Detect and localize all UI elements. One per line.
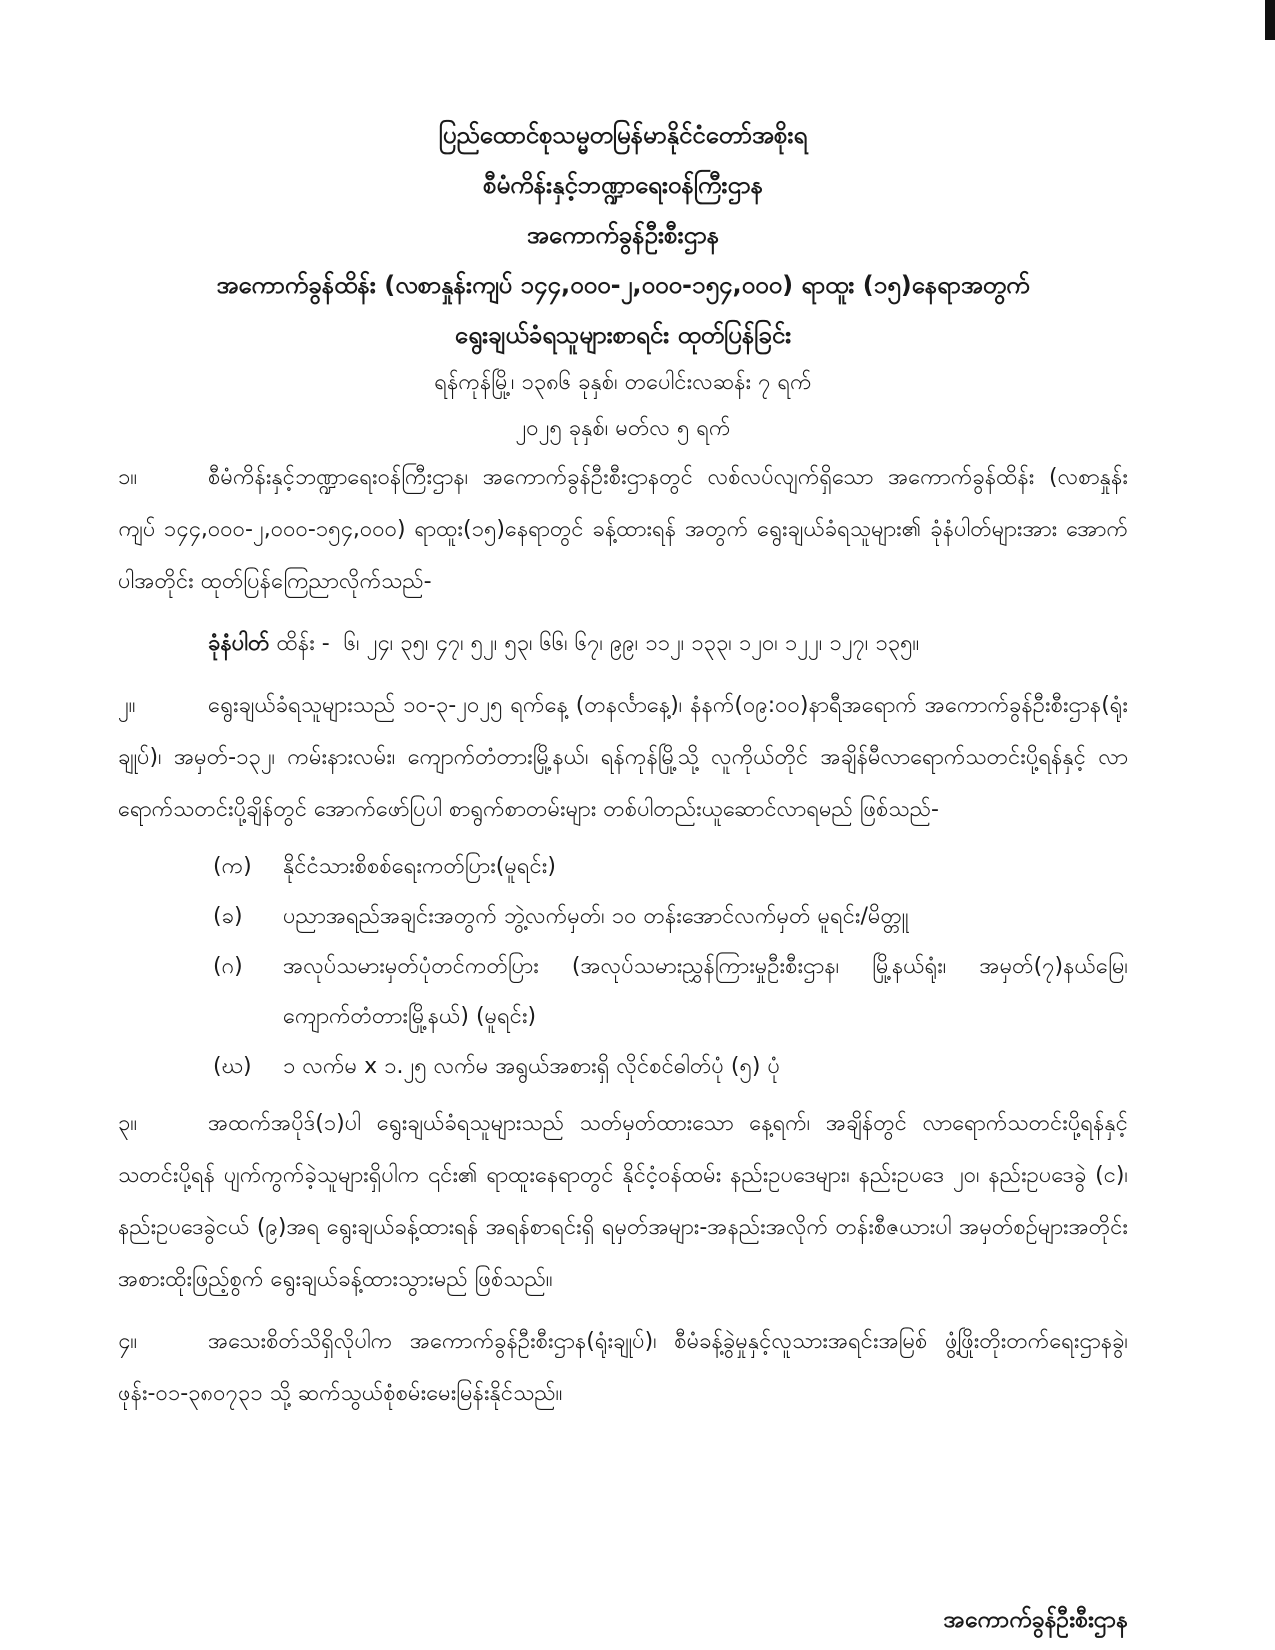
list-item-text: ပညာအရည်အချင်းအတွက် ဘွဲ့လက်မှတ်၊ ၁၀ တန်းအောင်လက်မှတ် မူရင်း/မိတ္တူ xyxy=(283,904,909,929)
header-announcement-title: ရွေးချယ်ခံရသူများစာရင်း ထုတ်ပြန်ခြင်း xyxy=(454,321,792,349)
paragraph-2-number: ၂။ xyxy=(118,693,136,718)
paragraph-2 xyxy=(118,680,1128,836)
header-position-title: အကောက်ခွန်ထိန်း (လစာနှုန်းကျပ် ၁၄၄,၀၀၀-၂,၀၀၀-၁၅၄,၀၀၀) ရာထူး (၁၅)နေရာအတွက် xyxy=(216,271,1030,299)
list-item-mark: (ခ) xyxy=(213,904,243,929)
date-myanmar: ရန်ကုန်မြို့၊ ၁၃၈၆ ခုနှစ်၊ တပေါင်းလဆန်း ၇ ရက် xyxy=(434,370,812,395)
list-item-text: အလုပ်သမားမှတ်ပုံတင်ကတ်ပြား (အလုပ်သမားညွှန်ကြားမှုဦးစီးဌာန၊ မြို့နယ်ရုံး၊ အမှတ်(၇)နယ်မြေ၊ ကျောက်တံတားမြို့နယ်) (မူရင်း) xyxy=(283,954,1128,1029)
seat-numbers xyxy=(118,618,1128,670)
seat-numbers-values: ၆၊ ၂၄၊ ၃၅၊ ၄၇၊ ၅၂၊ ၅၃၊ ၆၆၊ ၆၇၊ ၉၉၊ ၁၁၂၊ ၁၃၃၊ ၁၂၀၊ ၁၂၂၊ ၁၂၇၊ ၁၃၅။ xyxy=(343,631,920,656)
document-page xyxy=(118,110,1128,1420)
seat-numbers-label: ခုံနံပါတ် xyxy=(208,631,270,656)
list-item xyxy=(213,942,1128,1042)
list-item-text: နိုင်ငံသားစိစစ်ရေးကတ်ပြား(မူရင်း) xyxy=(283,854,556,879)
paragraph-3-text: အထက်အပိုဒ်(၁)ပါ ရွေးချယ်ခံရသူများသည် သတ်မှတ်ထားသော နေ့ရက်၊ အချိန်တွင် လာရောက်သတင်းပို့ရန်နှင့် သတင်းပို့ရန် ပျက်ကွက်ခဲ့သူများရှိပါက ၎င်း၏ ရာထူးနေရာတွင် နိုင်ငံ့ဝန်ထမ်း နည်းဥပဒေများ၊ နည်းဥပဒေ ၂၀၊ နည်းဥပဒေခွဲ (င)၊ နည်းဥပဒေခွဲငယ် (၉)အရ ရွေးချယ်ခန့်ထားရန် အရန်စာရင်းရှိ ရမှတ်အများ-အနည်းအလိုက် တန်းစီဇယားပါ အမှတ်စဉ်များအတိုင်း အစားထိုးဖြည့်စွက် ရွေးချယ်ခန့်ထားသွားမည် ဖြစ်သည်။ xyxy=(118,1111,1128,1292)
paragraph-2-text: ရွေးချယ်ခံရသူများသည် ၁၀-၃-၂၀၂၅ ရက်နေ့ (တနင်္လာနေ့)၊ နံနက်(၀၉:၀၀)နာရီအရောက် အကောက်ခွန်ဦးစီးဌာန(ရုံးချုပ်)၊ အမှတ်-၁၃၂၊ ကမ်းနားလမ်း၊ ကျောက်တံတားမြို့နယ်၊ ရန်ကုန်မြို့သို့ လူကိုယ်တိုင် အချိန်မီလာရောက်သတင်းပို့ရန်နှင့် လာရောက်သတင်းပို့ချိန်တွင် အောက်ဖော်ပြပါ စာရွက်စာတမ်းများ တစ်ပါတည်းယူဆောင်လာရမည် ဖြစ်သည်- xyxy=(118,693,1128,822)
paragraph-4-text: အသေးစိတ်သိရှိလိုပါက အကောက်ခွန်ဦးစီးဌာန(ရုံးချုပ်)၊ စီမံခန့်ခွဲမှုနှင့်လူသားအရင်းအမြစ် ဖွံ့ဖြိုးတိုးတက်ရေးဌာနခွဲ၊ ဖုန်း-၀၁-၃၈၀၇၃၁ သို့ ဆက်သွယ်စုံစမ်းမေးမြန်းနိုင်သည်။ xyxy=(118,1329,1128,1406)
document-list xyxy=(118,842,1128,1092)
paragraph-1-number: ၁။ xyxy=(118,465,138,490)
paragraph-3-number: ၃။ xyxy=(118,1111,138,1136)
list-item-mark: (ဂ) xyxy=(213,954,243,979)
header-ministry: စီမံကိန်းနှင့်ဘဏ္ဍာရေးဝန်ကြီးဌာန xyxy=(482,171,764,199)
paragraph-1 xyxy=(118,452,1128,608)
paragraph-1-text: စီမံကိန်းနှင့်ဘဏ္ဍာရေးဝန်ကြီးဌာန၊ အကောက်ခွန်ဦးစီးဌာနတွင် လစ်လပ်လျက်ရှိသော အကောက်ခွန်ထိန်း (လစာနှုန်းကျပ် ၁၄၄,၀၀၀-၂,၀၀၀-၁၅၄,၀၀၀) ရာထူး(၁၅)နေရာတွင် ခန့်ထားရန် အတွက် ရွေးချယ်ခံရသူများ၏ ခုံနံပါတ်များအား အောက်ပါအတိုင်း ထုတ်ပြန်ကြေညာလိုက်သည်- xyxy=(118,465,1128,594)
list-item-text: ၁ လက်မ x ၁.၂၅ လက်မ အရွယ်အစားရှိ လိုင်စင်ဓါတ်ပုံ (၅) ပုံ xyxy=(283,1054,780,1079)
list-item xyxy=(213,1042,1128,1092)
list-item xyxy=(213,892,1128,942)
list-item-mark: (ဃ) xyxy=(213,1054,252,1079)
list-item xyxy=(213,842,1128,892)
seat-numbers-suffix: ထိန်း - xyxy=(276,631,330,656)
paragraph-4-number: ၄။ xyxy=(118,1329,138,1354)
list-item-mark: (က) xyxy=(213,854,252,879)
scan-edge-mark xyxy=(1265,0,1275,40)
signature-department: အကောက်ခွန်ဦးစီးဌာန xyxy=(943,1607,1128,1633)
header-department: အကောက်ခွန်ဦးစီးဌာန xyxy=(526,221,720,249)
date-gregorian: ၂၀၂၅ ခုနှစ်၊ မတ်လ ၅ ရက် xyxy=(515,416,731,441)
header-government: ပြည်ထောင်စုသမ္မတမြန်မာနိုင်ငံတော်အစိုးရ xyxy=(438,121,808,149)
paragraph-3 xyxy=(118,1098,1128,1306)
paragraph-4 xyxy=(118,1316,1128,1420)
